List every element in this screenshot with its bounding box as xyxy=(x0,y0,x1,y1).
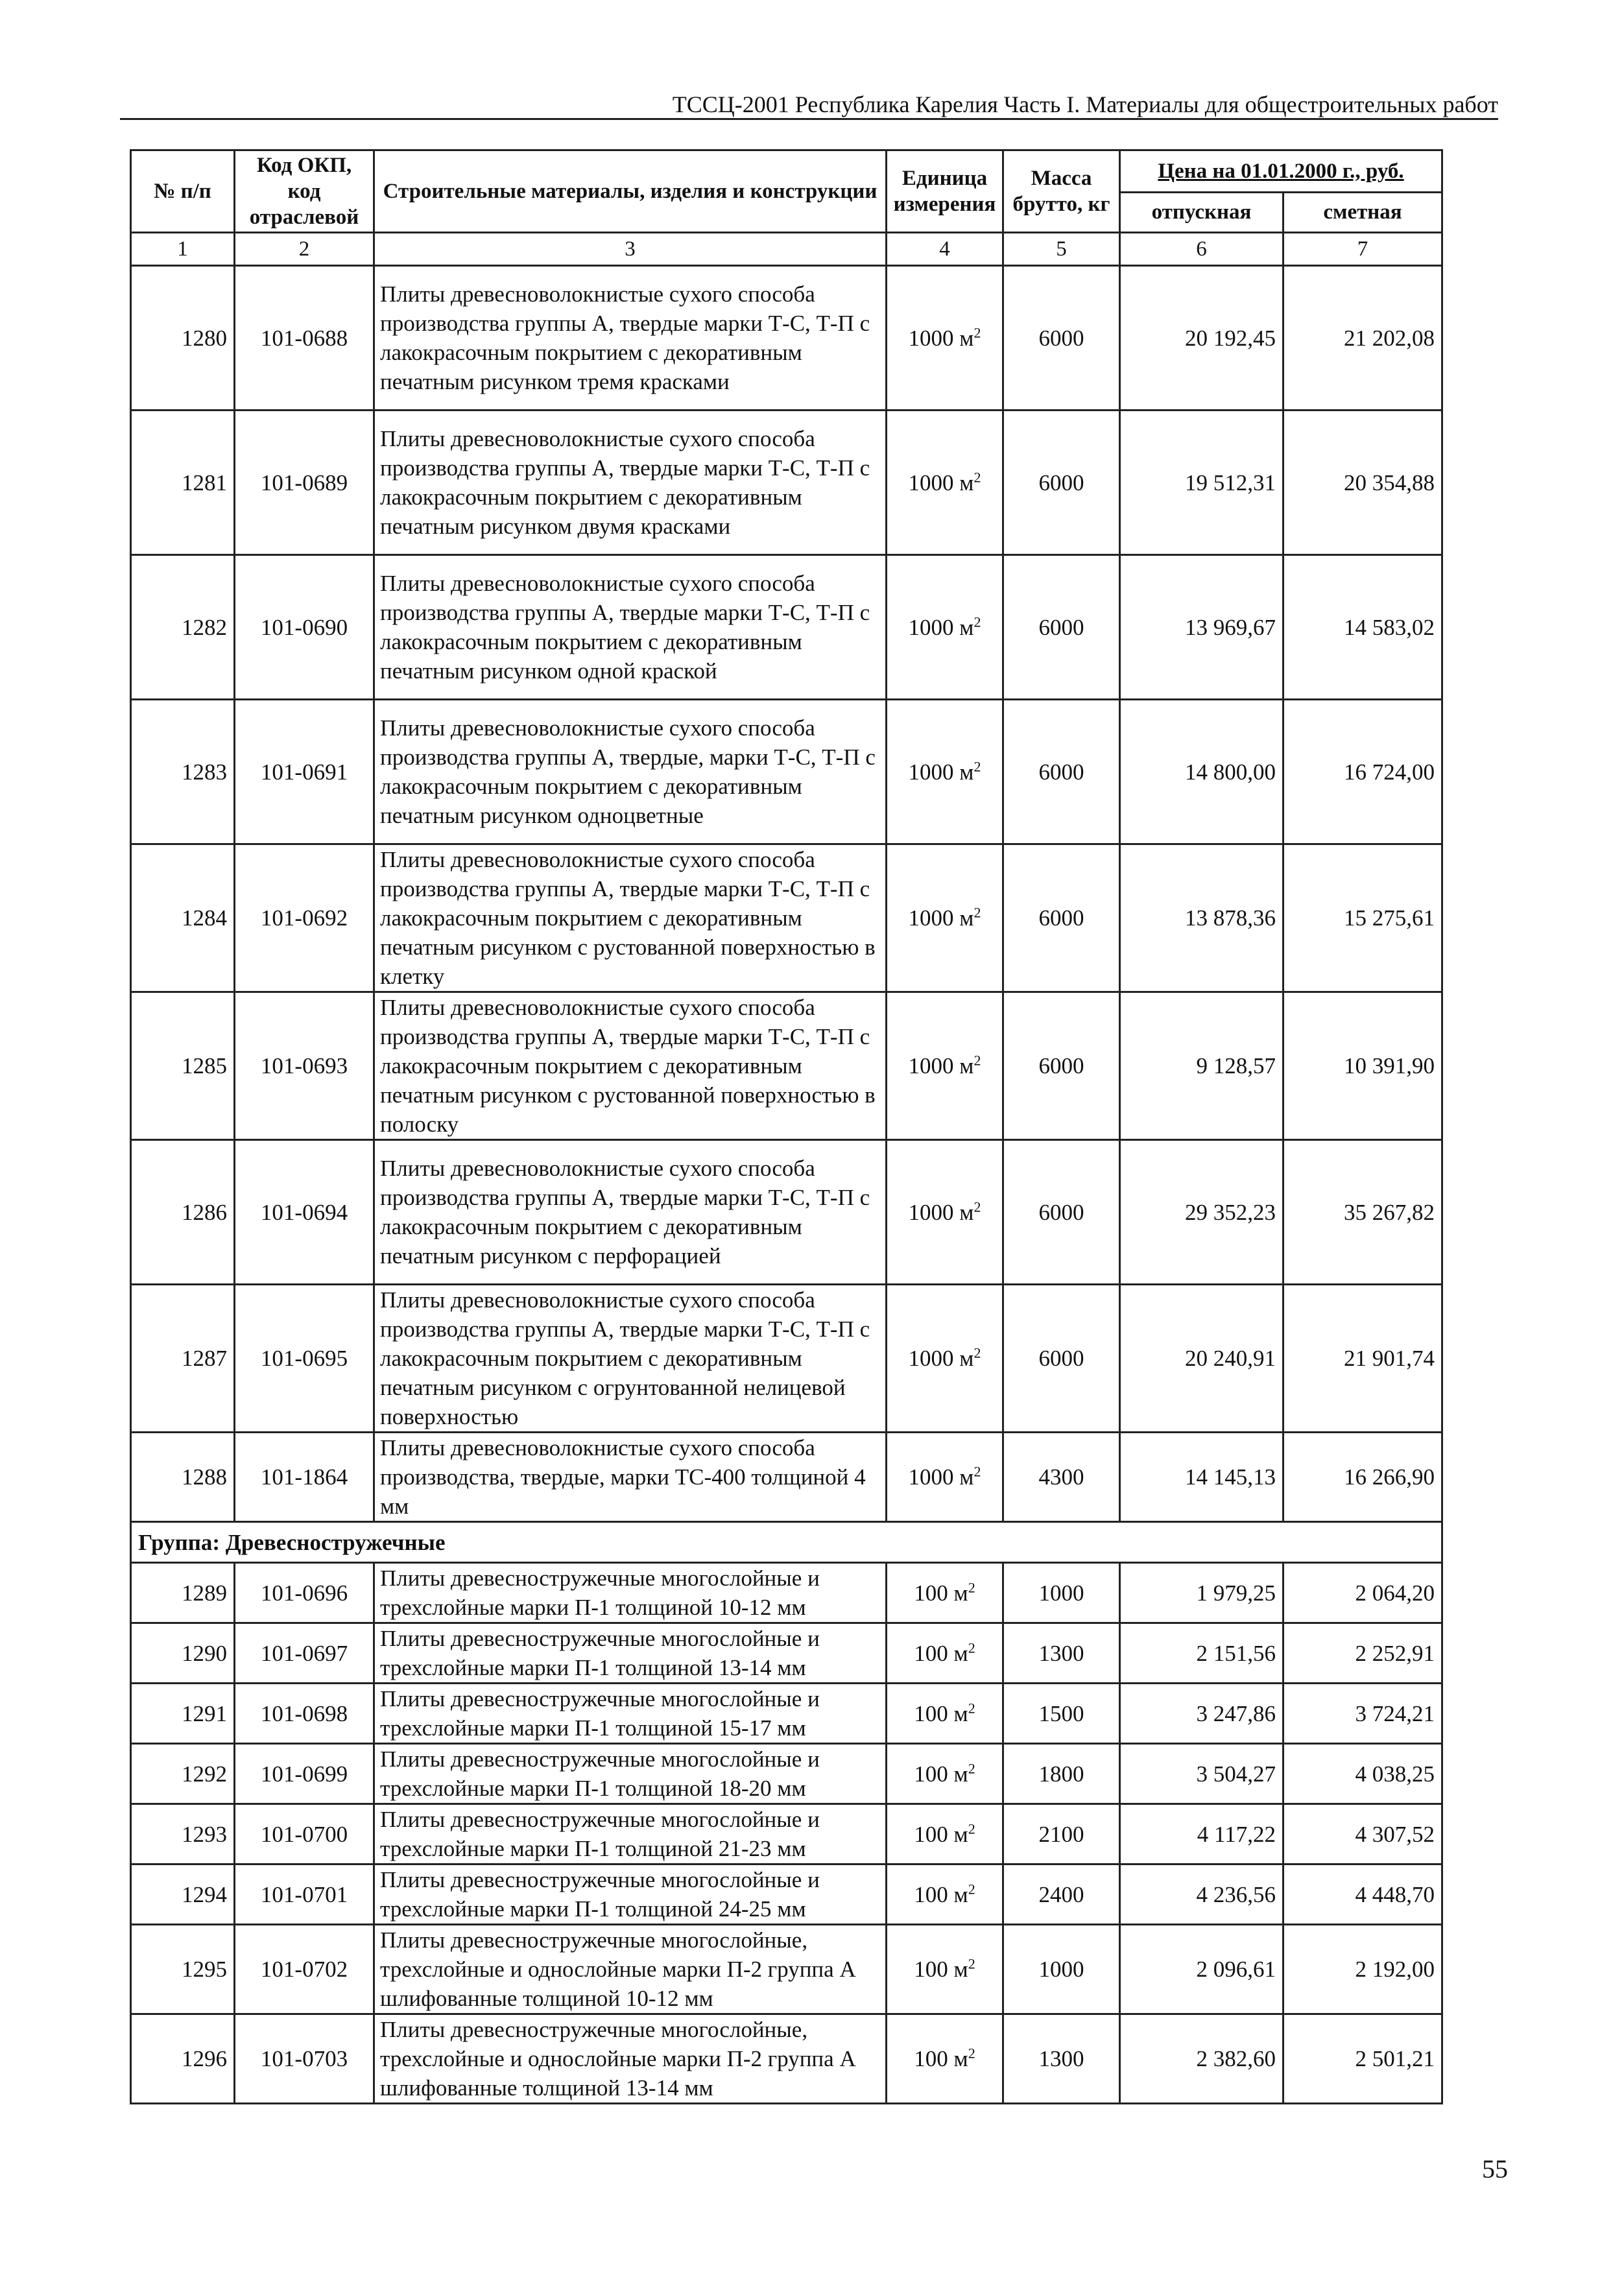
okp-code-cell: 101-0695 xyxy=(235,1285,374,1433)
table-row xyxy=(131,1623,1442,1684)
release-price-cell: 2 382,60 xyxy=(1120,2014,1284,2104)
material-name-cell: Плиты древесноволокнистые сухого способа производства группы А, твердые марки Т-С, Т-П с лакокрасочным покрытием с декоративным печатным рисунком двумя красками xyxy=(374,411,887,555)
table-row xyxy=(131,1864,1442,1925)
row-number-cell: 1282 xyxy=(131,555,235,700)
unit-cell xyxy=(887,1140,1003,1285)
header-num: № п/п xyxy=(131,150,235,233)
unit-cell xyxy=(887,1925,1003,2014)
mass-cell: 1000 xyxy=(1003,1563,1120,1623)
material-name-cell: Плиты древесноволокнистые сухого способа производства группы А, твердые марки Т-С, Т-П с лакокрасочным покрытием с декоративным печатным рисунком с огрунтованной нелицевой поверхностью xyxy=(374,1285,887,1433)
unit-text: 1000 м xyxy=(908,759,974,785)
unit-cell xyxy=(887,1623,1003,1684)
material-name-cell: Плиты древесностружечные многослойные и трехслойные марки П-1 толщиной 10-12 мм xyxy=(374,1563,887,1623)
estimate-price-cell: 10 391,90 xyxy=(1284,992,1442,1140)
unit-text: 1000 м xyxy=(908,614,974,640)
estimate-price-cell: 16 724,00 xyxy=(1284,700,1442,844)
unit-cell xyxy=(887,1563,1003,1623)
table-row xyxy=(131,411,1442,555)
mass-cell: 6000 xyxy=(1003,411,1120,555)
okp-code-cell: 101-0694 xyxy=(235,1140,374,1285)
unit-cell xyxy=(887,555,1003,700)
okp-code-cell: 101-0692 xyxy=(235,844,374,992)
estimate-price-cell: 4 448,70 xyxy=(1284,1864,1442,1925)
column-number: 1 xyxy=(131,233,235,266)
table-row xyxy=(131,1140,1442,1285)
unit-text: 1000 м xyxy=(908,470,974,495)
unit-text: 100 м xyxy=(914,1580,968,1606)
row-number-cell: 1290 xyxy=(131,1623,235,1684)
release-price-cell: 2 096,61 xyxy=(1120,1925,1284,2014)
row-number-cell: 1285 xyxy=(131,992,235,1140)
material-name-cell: Плиты древесноволокнистые сухого способа производства группы А, твердые марки Т-С, Т-П с лакокрасочным покрытием с декоративным печатным рисунком тремя красками xyxy=(374,266,887,411)
material-name-cell: Плиты древесноволокнистые сухого способа производства группы А, твердые марки Т-С, Т-П с лакокрасочным покрытием с декоративным печатным рисунком с рустованной поверхностью в клетку xyxy=(374,844,887,992)
unit-cell xyxy=(887,2014,1003,2104)
unit-exponent: 2 xyxy=(973,1198,981,1215)
estimate-price-cell: 3 724,21 xyxy=(1284,1684,1442,1744)
release-price-cell: 9 128,57 xyxy=(1120,992,1284,1140)
mass-cell: 6000 xyxy=(1003,844,1120,992)
mass-cell: 1800 xyxy=(1003,1744,1120,1804)
release-price-cell: 1 979,25 xyxy=(1120,1563,1284,1623)
unit-cell xyxy=(887,266,1003,411)
estimate-price-cell: 2 064,20 xyxy=(1284,1563,1442,1623)
mass-cell: 1000 xyxy=(1003,1925,1120,2014)
mass-cell: 1300 xyxy=(1003,1623,1120,1684)
release-price-cell: 4 236,56 xyxy=(1120,1864,1284,1925)
material-name-cell: Плиты древесноволокнистые сухого способа производства группы А, твердые марки Т-С, Т-П с лакокрасочным покрытием с декоративным печатным рисунком с рустованной поверхностью в полоску xyxy=(374,992,887,1140)
table-row xyxy=(131,992,1442,1140)
estimate-price-cell: 2 501,21 xyxy=(1284,2014,1442,2104)
unit-exponent: 2 xyxy=(973,1344,981,1361)
unit-text: 100 м xyxy=(914,1761,968,1787)
okp-code-cell: 101-0699 xyxy=(235,1744,374,1804)
estimate-price-cell: 16 266,90 xyxy=(1284,1433,1442,1522)
mass-cell: 6000 xyxy=(1003,700,1120,844)
header-price-release: отпускная xyxy=(1120,192,1284,232)
okp-code-cell: 101-0702 xyxy=(235,1925,374,2014)
mass-cell: 2400 xyxy=(1003,1864,1120,1925)
release-price-cell: 3 247,86 xyxy=(1120,1684,1284,1744)
okp-code-cell: 101-0690 xyxy=(235,555,374,700)
unit-cell xyxy=(887,411,1003,555)
material-name-cell: Плиты древесностружечные многослойные, трехслойные и однослойные марки П-2 группа А шлифованные толщиной 13-14 мм xyxy=(374,2014,887,2104)
material-name-cell: Плиты древесностружечные многослойные и трехслойные марки П-1 толщиной 18-20 мм xyxy=(374,1744,887,1804)
unit-text: 100 м xyxy=(914,1957,968,1982)
header-price-group: Цена на 01.01.2000 г., руб. xyxy=(1120,150,1442,193)
release-price-cell: 14 800,00 xyxy=(1120,700,1284,844)
unit-text: 1000 м xyxy=(908,1053,974,1078)
row-number-cell: 1280 xyxy=(131,266,235,411)
column-number: 6 xyxy=(1120,233,1284,266)
table-row xyxy=(131,1804,1442,1864)
release-price-cell: 20 192,45 xyxy=(1120,266,1284,411)
header-unit: Единица измерения xyxy=(887,150,1003,233)
price-table xyxy=(130,149,1443,2104)
release-price-cell: 14 145,13 xyxy=(1120,1433,1284,1522)
mass-cell: 4300 xyxy=(1003,1433,1120,1522)
row-number-cell: 1292 xyxy=(131,1744,235,1804)
okp-code-cell: 101-0701 xyxy=(235,1864,374,1925)
unit-cell xyxy=(887,1285,1003,1433)
row-number-cell: 1291 xyxy=(131,1684,235,1744)
release-price-cell: 3 504,27 xyxy=(1120,1744,1284,1804)
estimate-price-cell: 4 307,52 xyxy=(1284,1804,1442,1864)
unit-exponent: 2 xyxy=(968,1759,975,1776)
estimate-price-cell: 35 267,82 xyxy=(1284,1140,1442,1285)
material-name-cell: Плиты древесноволокнистые сухого способа производства группы А, твердые марки Т-С, Т-П с лакокрасочным покрытием с декоративным печатным рисунком одной краской xyxy=(374,555,887,700)
unit-text: 100 м xyxy=(914,1821,968,1847)
material-name-cell: Плиты древесностружечные многослойные и трехслойные марки П-1 толщиной 21-23 мм xyxy=(374,1804,887,1864)
header-name: Строительные материалы, изделия и конструкции xyxy=(374,150,887,233)
unit-exponent: 2 xyxy=(968,2045,975,2062)
unit-exponent: 2 xyxy=(973,613,981,630)
table-body-particleboard xyxy=(131,1563,1442,2104)
running-header: ТССЦ-2001 Республика Карелия Часть I. Материалы для общестроительных работ xyxy=(672,91,1498,117)
okp-code-cell: 101-1864 xyxy=(235,1433,374,1522)
release-price-cell: 29 352,23 xyxy=(1120,1140,1284,1285)
row-number-cell: 1284 xyxy=(131,844,235,992)
unit-exponent: 2 xyxy=(968,1820,975,1837)
mass-cell: 6000 xyxy=(1003,1140,1120,1285)
table-row xyxy=(131,1285,1442,1433)
unit-exponent: 2 xyxy=(968,1639,975,1656)
column-number: 2 xyxy=(235,233,374,266)
release-price-cell: 4 117,22 xyxy=(1120,1804,1284,1864)
mass-cell: 6000 xyxy=(1003,992,1120,1140)
unit-cell xyxy=(887,992,1003,1140)
column-number: 3 xyxy=(374,233,887,266)
header-code: Код ОКП, код отраслевой xyxy=(235,150,374,233)
group-title: Группа: Древесностружечные xyxy=(131,1522,1442,1563)
release-price-cell: 13 878,36 xyxy=(1120,844,1284,992)
unit-exponent: 2 xyxy=(973,904,981,921)
row-number-cell: 1296 xyxy=(131,2014,235,2104)
estimate-price-cell: 14 583,02 xyxy=(1284,555,1442,700)
table-row xyxy=(131,2014,1442,2104)
row-number-cell: 1283 xyxy=(131,700,235,844)
row-number-cell: 1287 xyxy=(131,1285,235,1433)
header-mass: Масса брутто, кг xyxy=(1003,150,1120,233)
row-number-cell: 1289 xyxy=(131,1563,235,1623)
material-name-cell: Плиты древесноволокнистые сухого способа производства, твердые, марки ТС-400 толщиной 4 мм xyxy=(374,1433,887,1522)
estimate-price-cell: 2 192,00 xyxy=(1284,1925,1442,2014)
material-name-cell: Плиты древесностружечные многослойные и трехслойные марки П-1 толщиной 24-25 мм xyxy=(374,1864,887,1925)
unit-text: 1000 м xyxy=(908,325,974,351)
okp-code-cell: 101-0698 xyxy=(235,1684,374,1744)
okp-code-cell: 101-0691 xyxy=(235,700,374,844)
column-number: 5 xyxy=(1003,233,1120,266)
okp-code-cell: 101-0689 xyxy=(235,411,374,555)
row-number-cell: 1286 xyxy=(131,1140,235,1285)
unit-cell xyxy=(887,1804,1003,1864)
table-row xyxy=(131,1684,1442,1744)
table-row xyxy=(131,844,1442,992)
mass-cell: 6000 xyxy=(1003,266,1120,411)
unit-cell xyxy=(887,1744,1003,1804)
unit-text: 1000 м xyxy=(908,1346,974,1371)
estimate-price-cell: 21 901,74 xyxy=(1284,1285,1442,1433)
unit-exponent: 2 xyxy=(968,1955,975,1972)
mass-cell: 1500 xyxy=(1003,1684,1120,1744)
material-name-cell: Плиты древесноволокнистые сухого способа производства группы А, твердые, марки Т-С, Т-П с лакокрасочным покрытием с декоративным печатным рисунком одноцветные xyxy=(374,700,887,844)
material-name-cell: Плиты древесноволокнистые сухого способа производства группы А, твердые марки Т-С, Т-П с лакокрасочным покрытием с декоративным печатным рисунком с перфорацией xyxy=(374,1140,887,1285)
material-name-cell: Плиты древесностружечные многослойные и трехслойные марки П-1 толщиной 15-17 мм xyxy=(374,1684,887,1744)
release-price-cell: 19 512,31 xyxy=(1120,411,1284,555)
row-number-cell: 1294 xyxy=(131,1864,235,1925)
unit-text: 100 м xyxy=(914,1881,968,1907)
group-section xyxy=(131,1522,1442,1563)
row-number-cell: 1281 xyxy=(131,411,235,555)
table-header xyxy=(131,150,1442,266)
unit-exponent: 2 xyxy=(968,1880,975,1897)
unit-cell xyxy=(887,1684,1003,1744)
table-row xyxy=(131,1563,1442,1623)
table-row xyxy=(131,1925,1442,2014)
unit-exponent: 2 xyxy=(973,757,981,774)
release-price-cell: 20 240,91 xyxy=(1120,1285,1284,1433)
unit-text: 1000 м xyxy=(908,1199,974,1225)
table-body-fiberboard xyxy=(131,266,1442,1522)
table-row xyxy=(131,555,1442,700)
unit-text: 1000 м xyxy=(908,905,974,931)
unit-text: 100 м xyxy=(914,1700,968,1726)
header-rule xyxy=(120,118,1498,120)
group-row xyxy=(131,1522,1442,1563)
row-number-cell: 1293 xyxy=(131,1804,235,1864)
unit-exponent: 2 xyxy=(973,468,981,485)
estimate-price-cell: 20 354,88 xyxy=(1284,411,1442,555)
unit-exponent: 2 xyxy=(968,1578,975,1595)
column-number: 4 xyxy=(887,233,1003,266)
okp-code-cell: 101-0697 xyxy=(235,1623,374,1684)
row-number-cell: 1295 xyxy=(131,1925,235,2014)
material-name-cell: Плиты древесностружечные многослойные и трехслойные марки П-1 толщиной 13-14 мм xyxy=(374,1623,887,1684)
unit-exponent: 2 xyxy=(968,1699,975,1716)
mass-cell: 6000 xyxy=(1003,555,1120,700)
estimate-price-cell: 2 252,91 xyxy=(1284,1623,1442,1684)
unit-exponent: 2 xyxy=(973,1463,981,1480)
estimate-price-cell: 4 038,25 xyxy=(1284,1744,1442,1804)
unit-exponent: 2 xyxy=(973,324,981,340)
okp-code-cell: 101-0693 xyxy=(235,992,374,1140)
mass-cell: 6000 xyxy=(1003,1285,1120,1433)
table-row xyxy=(131,700,1442,844)
table-row xyxy=(131,1433,1442,1522)
unit-exponent: 2 xyxy=(973,1052,981,1069)
unit-text: 1000 м xyxy=(908,1464,974,1490)
estimate-price-cell: 21 202,08 xyxy=(1284,266,1442,411)
unit-cell xyxy=(887,844,1003,992)
page-number: 55 xyxy=(1482,2154,1508,2184)
material-name-cell: Плиты древесностружечные многослойные, трехслойные и однослойные марки П-2 группа А шлифованные толщиной 10-12 мм xyxy=(374,1925,887,2014)
estimate-price-cell: 15 275,61 xyxy=(1284,844,1442,992)
unit-cell xyxy=(887,1433,1003,1522)
unit-cell xyxy=(887,700,1003,844)
mass-cell: 1300 xyxy=(1003,2014,1120,2104)
unit-text: 100 м xyxy=(914,1640,968,1666)
column-numbers-row xyxy=(131,233,1442,266)
table-row xyxy=(131,266,1442,411)
okp-code-cell: 101-0688 xyxy=(235,266,374,411)
header-price-estimate: сметная xyxy=(1284,192,1442,232)
okp-code-cell: 101-0700 xyxy=(235,1804,374,1864)
row-number-cell: 1288 xyxy=(131,1433,235,1522)
unit-cell xyxy=(887,1864,1003,1925)
okp-code-cell: 101-0703 xyxy=(235,2014,374,2104)
table-row xyxy=(131,1744,1442,1804)
okp-code-cell: 101-0696 xyxy=(235,1563,374,1623)
unit-text: 100 м xyxy=(914,2046,968,2071)
release-price-cell: 13 969,67 xyxy=(1120,555,1284,700)
mass-cell: 2100 xyxy=(1003,1804,1120,1864)
column-number: 7 xyxy=(1284,233,1442,266)
release-price-cell: 2 151,56 xyxy=(1120,1623,1284,1684)
